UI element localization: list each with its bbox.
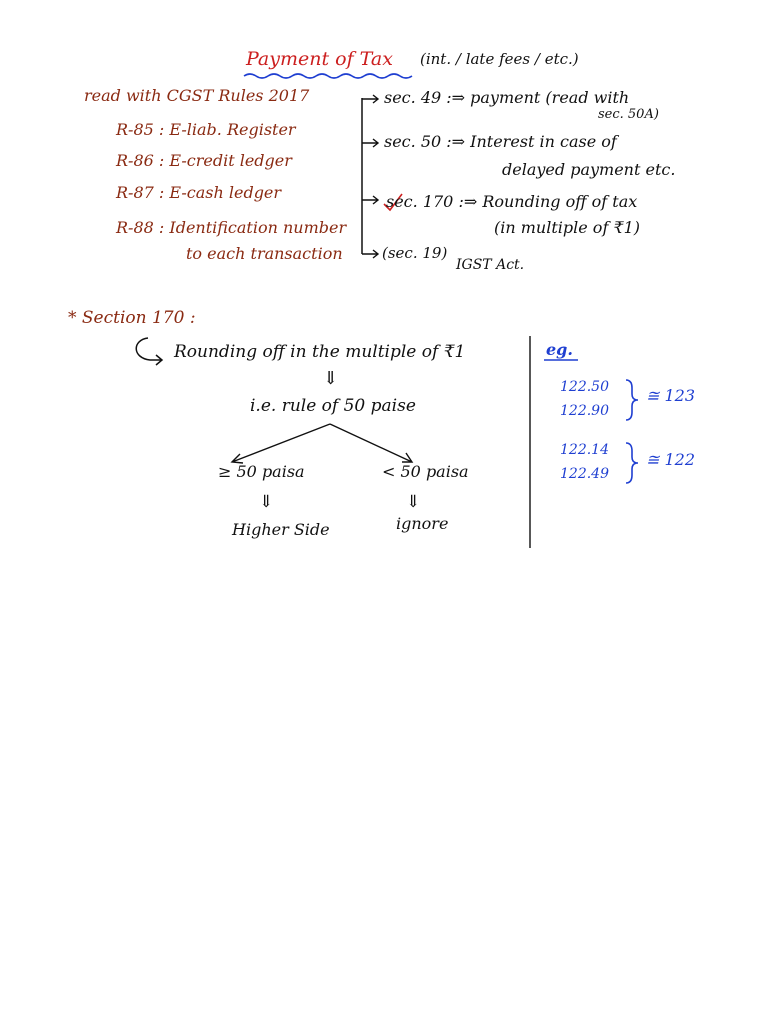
rounding-line: Rounding off in the multiple of ₹1 — [174, 342, 466, 362]
rule-88-continued: to each transaction — [186, 244, 343, 263]
branch-right — [330, 424, 412, 462]
eg-value-3: 122.14 — [560, 442, 609, 458]
title-underline — [244, 74, 412, 78]
left-branch-label: ≥ 50 paisa — [218, 462, 305, 481]
sec-49: sec. 49 :⇒ payment (read with — [384, 88, 630, 107]
sec-49-continued: sec. 50A) — [598, 107, 659, 122]
brace-2 — [626, 443, 638, 483]
arrow-sec50 — [362, 139, 378, 147]
ignore: ignore — [396, 514, 449, 533]
rule-88: R-88 : Identification number — [116, 218, 347, 237]
rule-85: R-85 : E-liab. Register — [116, 120, 296, 139]
eg-value-1: 122.50 — [560, 379, 609, 395]
sec-170: sec. 170 :⇒ Rounding off of tax — [386, 192, 638, 211]
rule-of-50-paise: i.e. rule of 50 paise — [250, 396, 416, 416]
down-arrow-right: ⇓ — [406, 492, 421, 512]
sec-50-continued: delayed payment etc. — [502, 160, 676, 179]
read-with-heading: read with CGST Rules 2017 — [84, 86, 310, 105]
page-subtitle: (int. / late fees / etc.) — [420, 50, 579, 68]
down-arrow-1: ⇓ — [323, 368, 339, 389]
eg-approx-1: ≅ 123 — [646, 386, 696, 405]
rule-87: R-87 : E-cash ledger — [116, 183, 282, 202]
eg-label: eg. — [546, 340, 573, 359]
igst-act: IGST Act. — [456, 257, 525, 273]
arrow-sec19 — [362, 250, 378, 258]
right-branch-label: < 50 paisa — [382, 462, 469, 481]
down-arrow-left: ⇓ — [259, 492, 274, 512]
higher-side: Higher Side — [232, 520, 330, 539]
arrow-sec49 — [362, 95, 378, 103]
brace-1 — [626, 380, 638, 420]
section-170-heading: * Section 170 : — [68, 308, 196, 328]
sec-19: (sec. 19) — [382, 244, 448, 262]
sec-170-continued: (in multiple of ₹1) — [494, 218, 641, 237]
rule-86: R-86 : E-credit ledger — [116, 151, 292, 170]
branch-left — [232, 424, 330, 463]
sec-50: sec. 50 :⇒ Interest in case of — [384, 132, 617, 151]
arrow-sec170 — [362, 196, 378, 204]
eg-value-2: 122.90 — [560, 403, 609, 419]
page-title: Payment of Tax — [246, 48, 393, 70]
eg-approx-2: ≅ 122 — [646, 450, 696, 469]
eg-value-4: 122.49 — [560, 466, 609, 482]
curved-arrow — [136, 338, 162, 365]
